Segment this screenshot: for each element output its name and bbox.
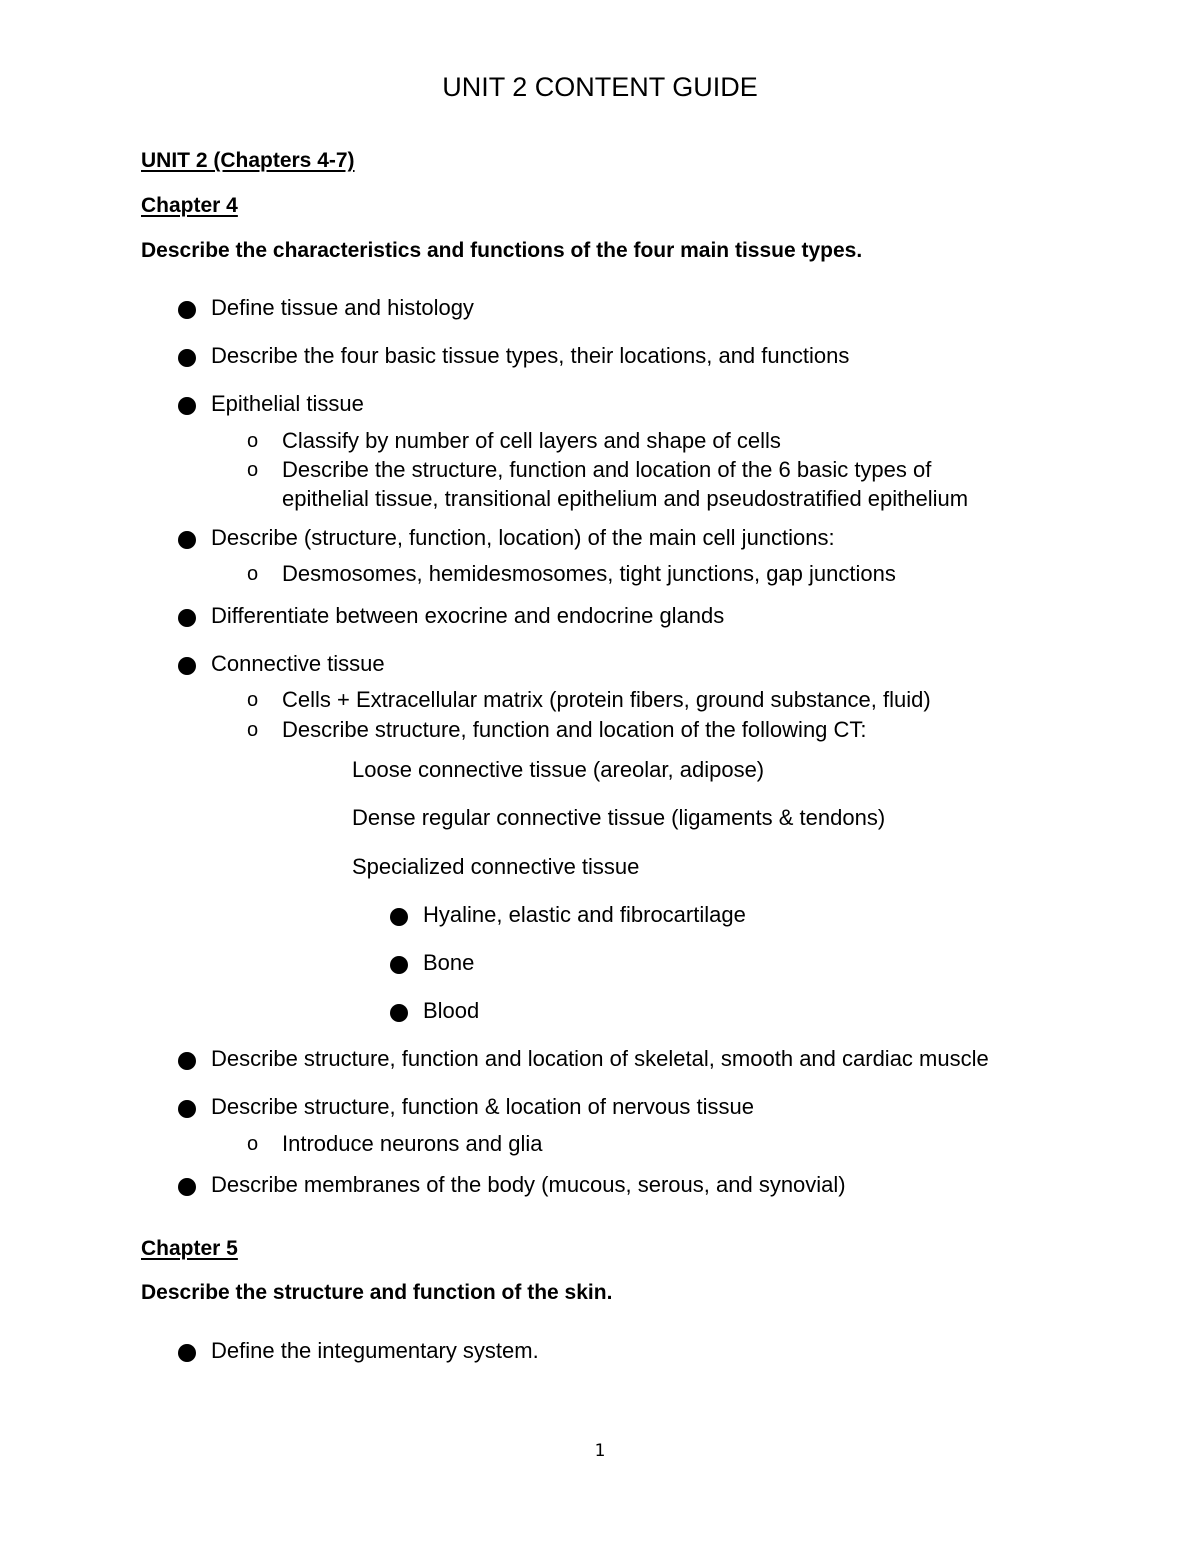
bullet-dot <box>178 349 196 367</box>
sub-bullet-marker: o <box>247 563 259 585</box>
sub-list-item: Describe the structure, function and location of the 6 basic types of <box>282 457 932 482</box>
page-title: UNIT 2 CONTENT GUIDE <box>442 72 758 102</box>
bullet-dot <box>178 531 196 549</box>
bullet-dot <box>390 956 408 974</box>
chapter-5-objective: Describe the structure and function of the skin. <box>141 1281 613 1304</box>
list-item: Describe membranes of the body (mucous, serous, and synovial) <box>211 1172 846 1197</box>
chapter-4-heading: Chapter 4 <box>141 194 238 217</box>
bullet-dot <box>178 1344 196 1362</box>
bullet-dot <box>178 609 196 627</box>
sub-list-item: Desmosomes, hemidesmosomes, tight junctions, gap junctions <box>282 561 896 586</box>
specialized-item: Blood <box>423 998 480 1023</box>
chapter-4-objective: Describe the characteristics and functions of the four main tissue types. <box>141 239 863 262</box>
bullet-dot <box>390 1004 408 1022</box>
list-item: Epithelial tissue <box>211 391 364 416</box>
sub-bullet-marker: o <box>247 459 259 481</box>
unit-heading: UNIT 2 (Chapters 4-7) <box>141 149 355 172</box>
specialized-item: Hyaline, elastic and fibrocartilage <box>423 902 746 927</box>
bullet-dot <box>178 1052 196 1070</box>
chapter-5-heading: Chapter 5 <box>141 1237 238 1260</box>
sub-list-item: Cells + Extracellular matrix (protein fibers, ground substance, fluid) <box>282 687 931 712</box>
bullet-dot <box>178 397 196 415</box>
ct-type: Specialized connective tissue <box>352 854 640 879</box>
page-number: 1 <box>594 1441 606 1461</box>
specialized-item: Bone <box>423 950 475 975</box>
list-item: Describe structure, function & location of nervous tissue <box>211 1094 754 1119</box>
list-item: Describe (structure, function, location) of the main cell junctions: <box>211 525 835 550</box>
sub-list-item: Classify by number of cell layers and shape of cells <box>282 428 781 453</box>
sub-list-item-continuation: epithelial tissue, transitional epithelium and pseudostratified epithelium <box>282 486 969 511</box>
bullet-dot <box>390 908 408 926</box>
ct-type: Dense regular connective tissue (ligaments & tendons) <box>352 805 886 830</box>
bullet-dot <box>178 657 196 675</box>
list-item: Describe structure, function and location of skeletal, smooth and cardiac muscle <box>211 1046 989 1071</box>
list-item: Define the integumentary system. <box>211 1338 539 1363</box>
sub-bullet-marker: o <box>247 689 259 711</box>
sub-list-item: Describe structure, function and location of the following CT: <box>282 717 867 742</box>
bullet-dot <box>178 1178 196 1196</box>
bullet-dot <box>178 1100 196 1118</box>
list-item: Connective tissue <box>211 651 385 676</box>
list-item: Define tissue and histology <box>211 295 474 320</box>
ct-type: Loose connective tissue (areolar, adipose) <box>352 757 765 782</box>
sub-bullet-marker: o <box>247 430 259 452</box>
sub-bullet-marker: o <box>247 1133 259 1155</box>
sub-list-item: Introduce neurons and glia <box>282 1131 543 1156</box>
sub-bullet-marker: o <box>247 719 259 741</box>
list-item: Differentiate between exocrine and endocrine glands <box>211 603 725 628</box>
bullet-dot <box>178 301 196 319</box>
list-item: Describe the four basic tissue types, their locations, and functions <box>211 343 850 368</box>
